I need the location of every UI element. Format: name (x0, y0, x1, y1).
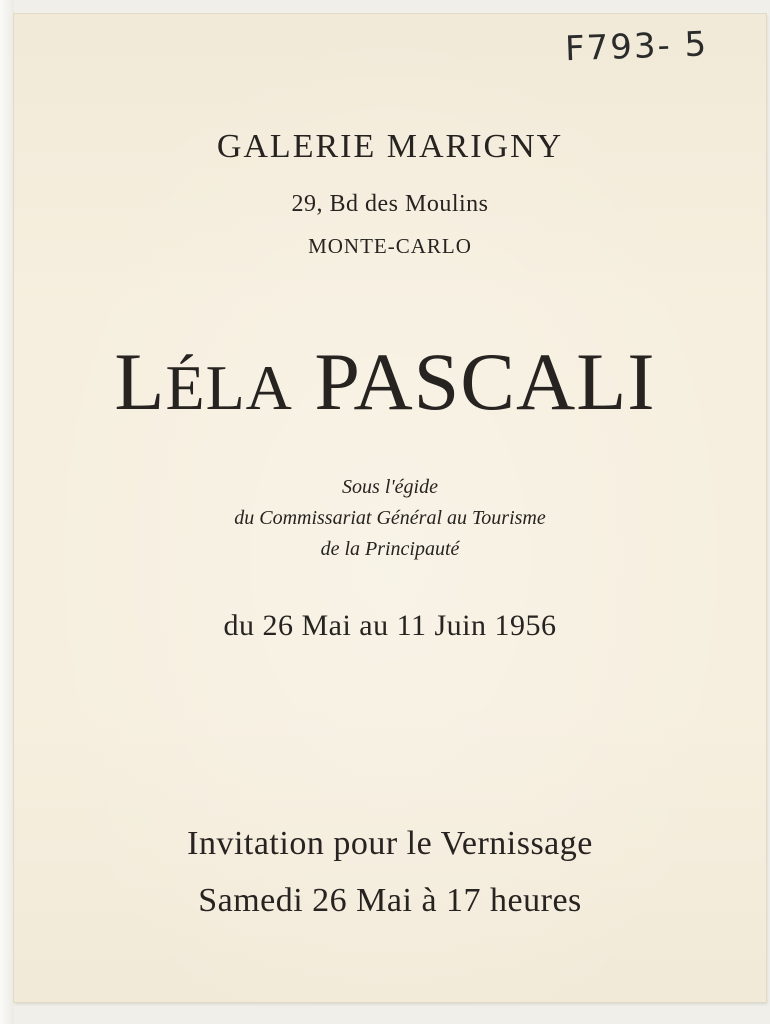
artist-name (0, 335, 770, 429)
artist-first-initial: L (114, 336, 166, 427)
exhibition-dates: du 26 Mai au 11 Juin 1956 (223, 609, 557, 642)
artist-first-name-rest: ÉLA (165, 352, 293, 423)
patronage-line-1: Sous l'égide (342, 476, 438, 498)
scan-edge (0, 0, 14, 1024)
patronage-line-3: de la Principauté (320, 538, 460, 560)
gallery-address: 29, Bd des Moulins (291, 191, 489, 217)
invitation-line-1: Invitation pour le Vernissage (187, 825, 593, 862)
gallery-city: MONTE-CARLO (308, 234, 472, 258)
handwritten-catalog-number: F793- 5 (564, 24, 709, 70)
artist-last-name: PASCALI (314, 336, 656, 427)
gallery-name: GALERIE MARIGNY (216, 128, 564, 165)
patronage-line-2: du Commissariat Général au Tourisme (234, 507, 546, 529)
invitation-line-2: Samedi 26 Mai à 17 heures (198, 882, 582, 919)
